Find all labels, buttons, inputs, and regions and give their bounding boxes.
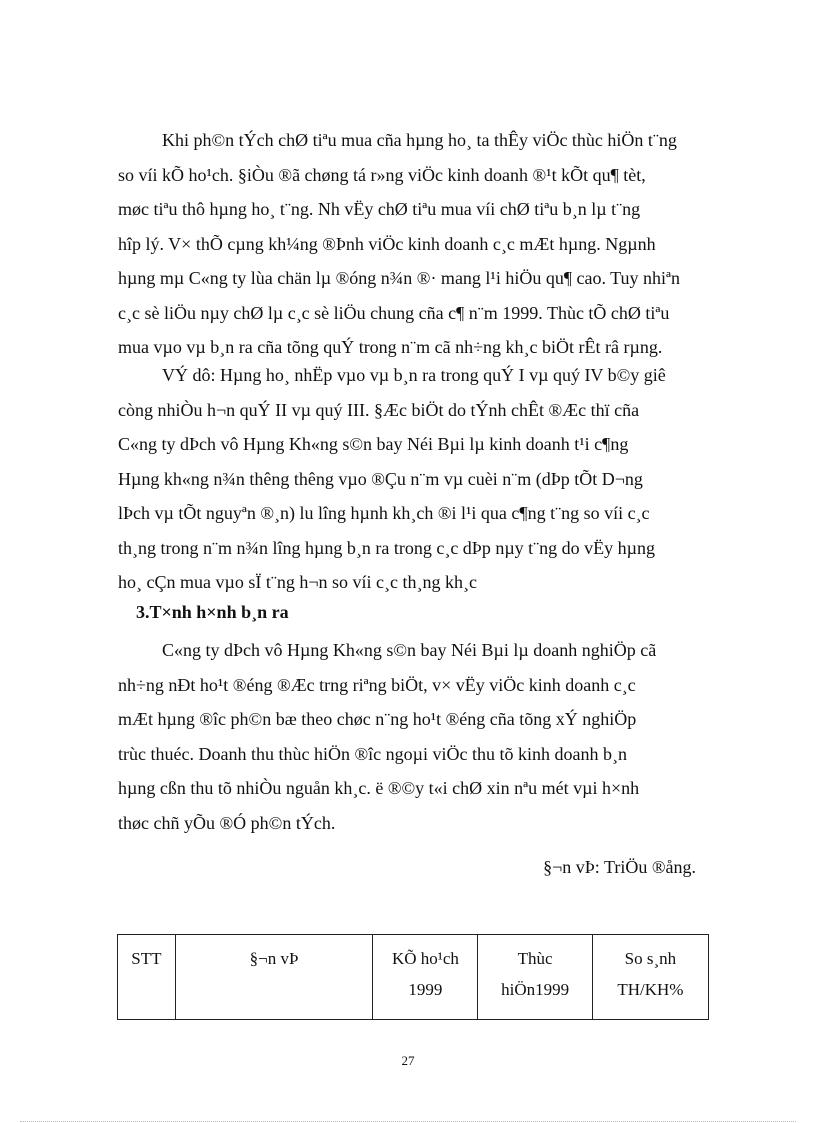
text-line: Khi ph©n tÝch chØ tiªu mua cña hµng ho¸ ta thÊy viÖc thùc hiÖn t¨ng <box>162 130 677 150</box>
text-line: møc tiªu thô hµng ho¸ t¨ng. Nh vËy chØ tiªu mua víi chØ tiªu b¸n lµ t¨ng <box>118 199 641 219</box>
header-text: KÕ ho¹ch <box>391 949 459 968</box>
text-line: trùc thuéc. Doanh thu thùc hiÖn ®îc ngoµi viÖc thu tõ kinh doanh b¸n <box>118 743 627 764</box>
header-cell-actual <box>478 935 592 1020</box>
text-line: ho¸ cÇn mua vµo sÏ t¨ng h¬n so víi c¸c th¸ng kh¸c <box>118 572 477 592</box>
text-line: Hµng kh«ng n¾n thêng thêng vµo ®Çu n¨m vµ cuèi n¨m (dÞp tÕt D¬ng <box>118 468 643 489</box>
header-cell-unit <box>175 935 373 1020</box>
text-line: thøc chñ yÕu ®Ó ph©n tÝch. <box>118 812 336 833</box>
text-line: hµng cßn thu tõ nhiÒu nguån kh¸c. ë ®©y t«i chØ xin nªu mét vµi h×nh <box>118 778 640 798</box>
page-number: 27 <box>401 1053 415 1068</box>
unit-note: §¬n vÞ: TriÖu ®ång. <box>543 857 696 877</box>
header-text: hiÖn1999 <box>501 980 570 999</box>
text-line: nh÷ng nÐt ho¹t ®éng ®Æc trng riªng biÖt, v× vËy viÖc kinh doanh c¸c <box>118 674 636 695</box>
text-line: th¸ng trong n¨m n¾n lîng hµng b¸n ra trong c¸c dÞp nµy t¨ng do vËy hµng <box>118 537 656 558</box>
paragraph-purchase-analysis <box>118 123 696 365</box>
header-text: Thùc <box>517 949 553 968</box>
text-line: C«ng ty dÞch vô Hµng Kh«ng s©n bay Néi Bµi lµ doanh nghiÖp cã <box>162 640 657 660</box>
paragraph-example <box>118 358 696 600</box>
table-header-row <box>118 935 709 1020</box>
text-line: lÞch vµ tÕt nguyªn ®¸n) lu lîng hµnh kh¸ch ®i l¹i qua c¶ng t¨ng so víi c¸c <box>118 503 650 523</box>
section-heading: 3.T×nh h×nh b¸n ra <box>136 602 289 622</box>
text-line: mÆt hµng ®îc ph©n bæ theo chøc n¨ng ho¹t ®éng cña tõng xÝ nghiÖp <box>118 709 637 729</box>
page-bottom-divider <box>20 1121 796 1122</box>
text-line: hîp lý. V× thÕ cµng kh¼ng ®Þnh viÖc kinh doanh c¸c mÆt hµng. Ngµnh <box>118 233 656 254</box>
text-line: mua vµo vµ b¸n ra cña tõng quÝ trong n¨m cã nh÷ng kh¸c biÖt rÊt râ rµng. <box>118 337 663 357</box>
header-text: §¬n vÞ <box>249 949 299 968</box>
header-text: 1999 <box>408 980 443 999</box>
text-line: c¸c sè liÖu nµy chØ lµ c¸c sè liÖu chung cña c¶ n¨m 1999. Thùc tÕ chØ tiªu <box>118 302 670 323</box>
text-line: hµng mµ C«ng ty lùa chän lµ ®óng n¾n ®· mang l¹i hiÖu qu¶ cao. Tuy nhiªn <box>118 268 680 288</box>
sales-table <box>117 934 709 1020</box>
header-cell-compare <box>592 935 708 1020</box>
header-text: So s¸nh <box>624 949 677 968</box>
text-line: C«ng ty dÞch vô Hµng Kh«ng s©n bay Néi Bµi lµ kinh doanh t¹i c¶ng <box>118 434 629 454</box>
text-line: còng nhiÒu h¬n quÝ II vµ quý III. §Æc biÖt do tÝnh chÊt ®Æc thï cña <box>118 399 640 420</box>
text-line: so víi kÕ ho¹ch. §iÒu ®ã chøng tá r»ng viÖc kinh doanh ®¹t kÕt qu¶ tèt, <box>118 164 646 185</box>
text-line: VÝ dô: Hµng ho¸ nhËp vµo vµ b¸n ra trong quÝ I vµ quý IV b©y giê <box>162 365 666 385</box>
header-cell-plan <box>373 935 478 1020</box>
header-text: STT <box>131 949 162 968</box>
header-text: TH/KH% <box>617 980 684 999</box>
paragraph-sales <box>118 633 696 840</box>
header-cell-stt <box>118 935 176 1020</box>
